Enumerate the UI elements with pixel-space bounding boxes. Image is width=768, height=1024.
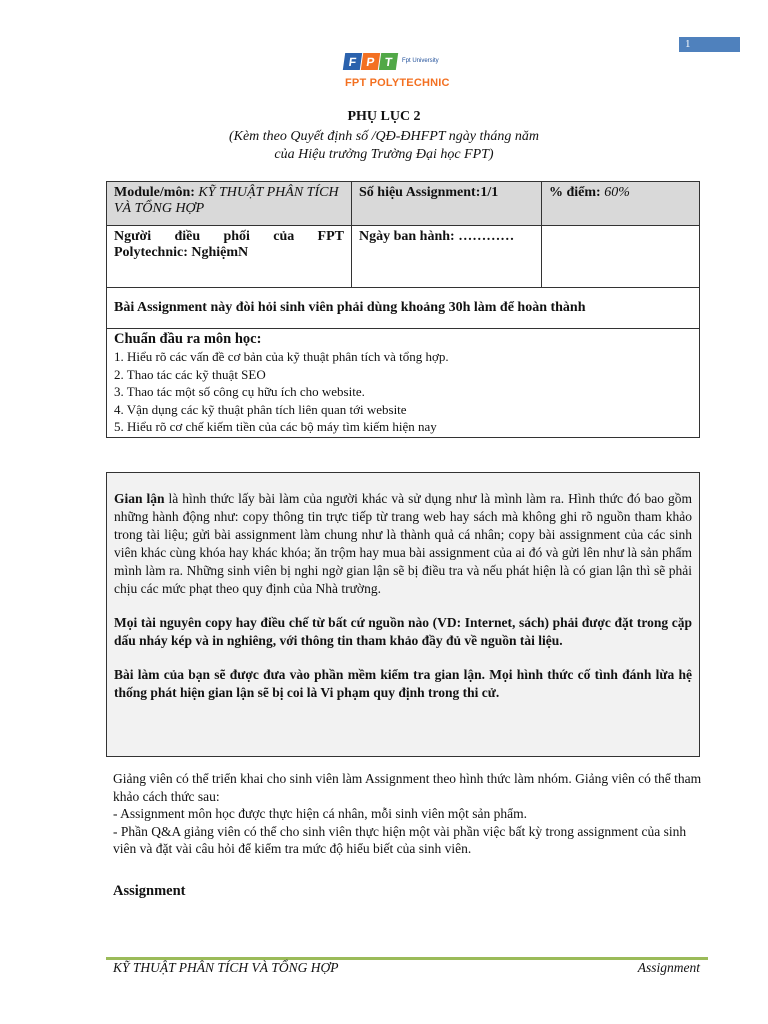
instructions-point: - Assignment môn học được thực hiện cá nhân, mỗi sinh viên một sản phẩm. xyxy=(113,806,527,821)
outcomes-title: Chuẩn đầu ra môn học: xyxy=(114,331,262,347)
page-number: 1 xyxy=(679,37,740,52)
module-label: Module/môn: xyxy=(114,185,195,200)
issue-date: Ngày ban hành: ………… xyxy=(352,226,542,288)
outcome-item: 1. Hiểu rõ các vấn đề cơ bản của kỹ thuật phân tích và tổng hợp. xyxy=(114,349,449,364)
appendix-decision-line: (Kèm theo Quyết định số /QĐ-ĐHFPT ngày tháng năm xyxy=(228,129,540,144)
citation-rule: Mọi tài nguyên copy hay điều chế từ bất cứ nguồn nào (VD: Internet, sách) phải được đặt trong cặp dấu nháy kép và in nghiêng, với thông tin tham khảo đầy đủ về nguồn tài liệu. xyxy=(114,615,692,648)
outcome-item: 4. Vận dụng các kỹ thuật phân tích liên quan tới website xyxy=(114,401,407,417)
plagiarism-check-rule: Bài làm của bạn sẽ được đưa vào phần mềm kiểm tra gian lận. Mọi hình thức cố tình đánh lừa hệ thống phát hiện gian lận sẽ bị coi là Vi phạm quy định trong thi cử. xyxy=(114,667,692,700)
outcome-item: 2. Thao tác các kỹ thuật SEO xyxy=(114,366,266,382)
lecturer-instructions xyxy=(113,770,708,858)
coordinator-cell xyxy=(107,226,352,288)
academic-integrity-box xyxy=(106,472,700,757)
appendix-title: PHỤ LỤC 2 xyxy=(347,109,421,124)
empty-cell xyxy=(542,226,700,288)
logo-letter-p: P xyxy=(361,53,380,70)
score-value: 60% xyxy=(604,185,630,200)
score-cell xyxy=(542,182,700,226)
cheating-definition-text: là hình thức lấy bài làm của người khác và sử dụng như là mình làm ra. Hình thức đó bao gồm những hành động như: copy thông tin trực tiếp từ trang web hay sách mà không ghi rõ nguồn tham khảo trong tài liệu; gửi bài assignment làm chung như là thành quả cá nhân; copy bài assignment của các sinh viên khác cùng khóa hay khác khóa; ăn trộm hay mua bài assignment của ai đó và gửi lên như là sản phẩm mình làm ra. Những sinh viên bị nghi ngờ gian lận sẽ bị điều tra và nếu phát hiện là có gian lận thì sẽ phải chịu các mức phạt theo quy định của Nhà trường. xyxy=(114,491,692,596)
score-label: % điểm: xyxy=(549,185,601,200)
coordinator-label: Người điều phối của FPT xyxy=(114,229,344,244)
cheating-term: Gian lận xyxy=(114,491,165,506)
assignment-number: Số hiệu Assignment:1/1 xyxy=(352,182,542,226)
logo-polytechnic-text: FPT POLYTECHNIC xyxy=(345,77,450,89)
logo-university-text: Fpt University xyxy=(402,58,439,64)
outcome-item: 5. Hiểu rõ cơ chế kiếm tiền của các bộ máy tìm kiếm hiện nay xyxy=(114,419,437,434)
assignment-info-table xyxy=(106,181,700,438)
fpt-polytechnic-logo xyxy=(344,50,484,92)
instructions-point: - Phần Q&A giảng viên có thể cho sinh viên thực hiện một vài phần việc bất kỳ trong assignment của sinh viên và đặt vài câu hỏi để kiểm tra mức độ hiểu biết của sinh viên. xyxy=(113,823,687,856)
module-cell xyxy=(107,182,352,226)
module-value: KỸ THUẬT PHÂN TÍCH VÀ TỔNG HỢP xyxy=(114,185,339,216)
instructions-intro: Giảng viên có thể triển khai cho sinh viên làm Assignment theo hình thức làm nhóm. Giảng viên có thể tham khảo cách thức sau: xyxy=(113,771,702,804)
outcome-item: 3. Thao tác một số công cụ hữu ích cho website. xyxy=(114,384,365,399)
assignment-heading: Assignment xyxy=(113,883,186,899)
coordinator-value: Polytechnic: NghiệmN xyxy=(114,245,249,260)
cheating-definition xyxy=(114,490,692,598)
appendix-issuer-line: của Hiệu trưởng Trường Đại học FPT) xyxy=(274,147,494,162)
logo-letter-t: T xyxy=(379,53,398,70)
learning-outcomes-cell xyxy=(107,329,700,438)
logo-letter-f: F xyxy=(343,53,362,70)
hours-note: Bài Assignment này đòi hỏi sinh viên phải dùng khoảng 30h làm để hoàn thành xyxy=(107,288,700,329)
footer-doc-label: Assignment xyxy=(637,960,700,975)
footer-course-title: KỸ THUẬT PHÂN TÍCH VÀ TỔNG HỢP xyxy=(113,960,339,975)
